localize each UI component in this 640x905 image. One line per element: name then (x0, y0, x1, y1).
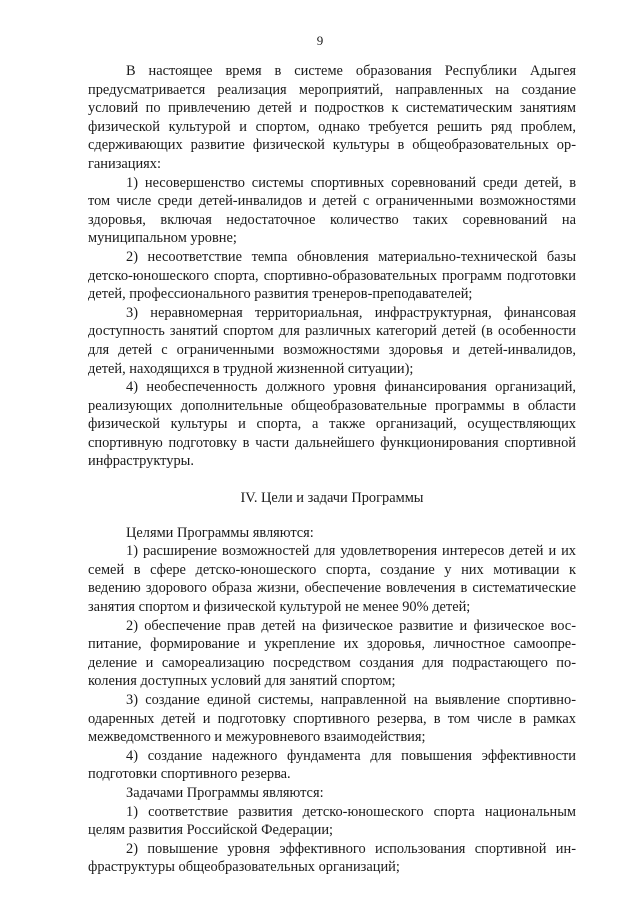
page-number: 9 (316, 33, 324, 48)
problem-item-2: 2) несоответствие темпа обновления материально-технической базы детско-юношеского спорта, спортивно-образовательных программ подготовки детей, профессионального развития тренеров-преподавателей; (88, 248, 576, 303)
goal-item-3: 3) создание единой системы, направленной на выявление спортивно-одаренных детей и подготовку спортивного резерва, в том числе в рамках межведомственного и межуровневого взаимодействия; (88, 692, 576, 746)
section-heading: IV. Цели и задачи Программы (240, 490, 424, 507)
tasks-lead: Задачами Программы являются: (126, 784, 324, 801)
goals-lead: Целями Программы являются: (126, 524, 314, 541)
goal-item-1: 1) расширение возможностей для удовлетворения интересов детей и их семей в сфере детско-юношеского спорта, создание у них мотивации к ведению здорового образа жизни, обеспечение вовлечения в систематические занятия спортом и физической культурой не менее 90% детей; (88, 543, 576, 616)
problem-item-3: 3) неравномерная территориальная, инфраструктурная, финансовая доступность занятий спортом для различных категорий детей (в особенности для детей с ограниченными возможностями здоровья и детей-инвалидов, детей, находящихся в трудной жизненной ситуации); (88, 304, 576, 377)
task-item-2: 2) повышение уровня эффективного использования спортивной инфраструктуры общеобразовательных организаций; (88, 840, 576, 876)
goal-item-2: 2) обеспечение прав детей на физическое развитие и физическое воспитание, формирование и укрепление их здоровья, личностное самоопределение и самореализацию посредством создания для подрастающего поколения доступных условий для занятий спортом; (88, 617, 576, 690)
goal-item-4: 4) создание надежного фундамента для повышения эффективности подготовки спортивного резерва. (88, 747, 576, 783)
intro-paragraph: В настоящее время в системе образования Республики Адыгея предусматривается реализация мероприятий, направленных на создание условий по привлечению детей и подростков к систематическим занятиям физической культурой и спортом, однако требуется решить ряд проблем, сдерживающих развитие физической культуры в общеобразовательных организациях: (88, 63, 576, 172)
task-item-1: 1) соответствие развития детско-юношеского спорта национальным целям развития Российской Федерации; (88, 803, 576, 839)
problem-item-1: 1) несовершенство системы спортивных соревнований среди детей, в том числе среди детей-инвалидов и детей с ограниченными возможностями здоровья, включая недостаточное количество таких соревнований на муниципальном уровне; (88, 174, 576, 247)
document-body (88, 62, 576, 877)
problem-item-4: 4) необеспеченность должного уровня финансирования организаций, реализующих дополнительные общеобразовательные программы в области физической культуры и спорта, а также организаций, осуществляющих спортивную подготовку в части дальнейшего функционирования спортивной инфраструктуры. (88, 379, 576, 470)
